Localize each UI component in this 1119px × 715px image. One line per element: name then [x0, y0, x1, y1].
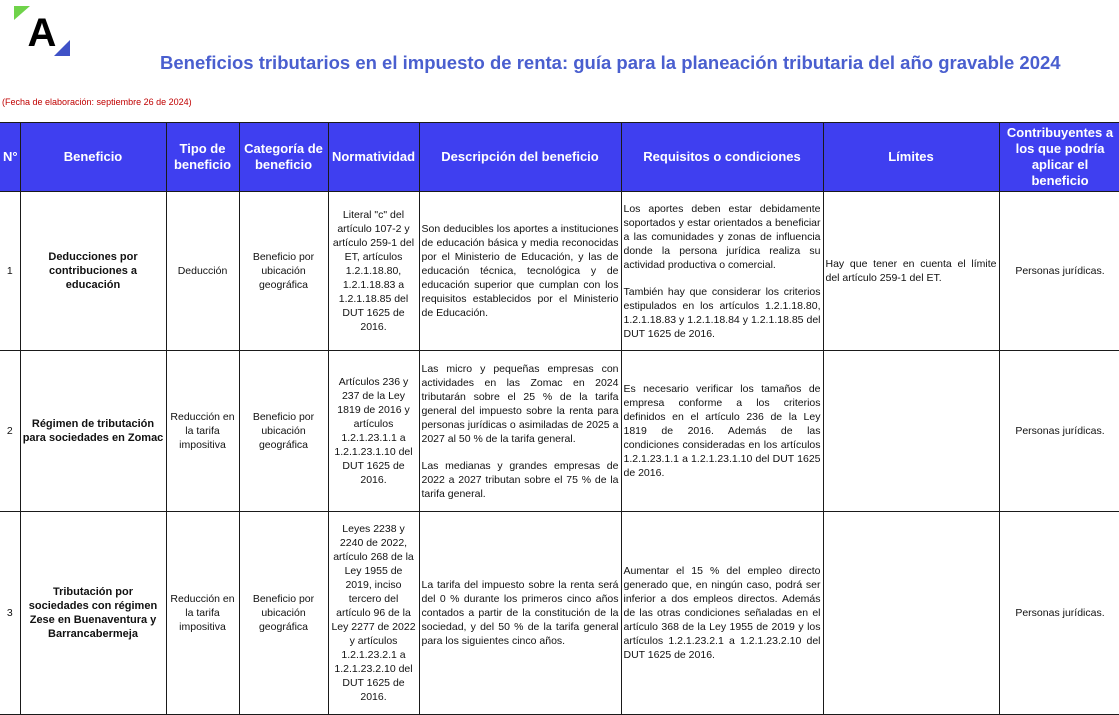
- cell-number: 3: [0, 512, 20, 715]
- column-header-limites: Límites: [823, 123, 999, 192]
- cell-requisitos: [621, 192, 823, 351]
- cell-descripcion: [419, 512, 621, 715]
- page-title: Beneficios tributarios en el impuesto de renta: guía para la planeación tributaria del año gravable 2024: [160, 52, 1061, 73]
- column-header-beneficio: Beneficio: [20, 123, 166, 192]
- column-header-tipo: Tipo de beneficio: [166, 123, 239, 192]
- cell-tipo: Reducción en la tarifa impositiva: [166, 351, 239, 512]
- cell-beneficio: Régimen de tributación para sociedades en Zomac: [20, 351, 166, 512]
- cell-limites: [823, 351, 999, 512]
- column-header-normatividad: Normatividad: [328, 123, 419, 192]
- table-row: [0, 512, 1119, 715]
- cell-tipo: Reducción en la tarifa impositiva: [166, 512, 239, 715]
- cell-categoria: Beneficio por ubicación geográfica: [239, 351, 328, 512]
- table-header-row: [0, 123, 1119, 192]
- company-logo: [14, 6, 74, 60]
- descripcion-paragraph: Las medianas y grandes empresas de 2022 a 2027 tributan sobre el 75 % de la tarifa general.: [421, 459, 619, 500]
- cell-normatividad: Literal "c" del artículo 107-2 y artículo 259-1 del ET, artículos 1.2.1.18.80, 1.2.1.18.83 a 1.2.1.18.85 del DUT 1625 de 2016.: [328, 192, 419, 351]
- elaboration-date: (Fecha de elaboración: septiembre 26 de 2024): [2, 97, 192, 107]
- cell-contribuyentes: Personas jurídicas.: [999, 351, 1119, 512]
- cell-normatividad: Artículos 236 y 237 de la Ley 1819 de 2016 y artículos 1.2.1.23.1.1 a 1.2.1.23.1.10 del DUT 1625 de 2016.: [328, 351, 419, 512]
- requisitos-paragraph: Es necesario verificar los tamaños de empresa conforme a los criterios definidos en el artículo 236 de la Ley 1819 de 2016. Además de las condiciones consideradas en los artículos 1.2.1.23.1.1 a 1.2.1.23.1.10 del DUT 1625 de 2016.: [623, 383, 821, 479]
- logo-icon: [14, 6, 74, 60]
- cell-beneficio: Tributación por sociedades con régimen Zese en Buenaventura y Barrancabermeja: [20, 512, 166, 715]
- cell-number: 1: [0, 192, 20, 351]
- cell-normatividad: Leyes 2238 y 2240 de 2022, artículo 268 de la Ley 1955 de 2019, inciso tercero del artículo 96 de la Ley 2277 de 2022 y artículos 1.2.1.23.2.1 a 1.2.1.23.2.10 del DUT 1625 de 2016.: [328, 512, 419, 715]
- cell-number: 2: [0, 351, 20, 512]
- column-header-requisitos: Requisitos o condiciones: [621, 123, 823, 192]
- requisitos-paragraph: Aumentar el 15 % del empleo directo generado que, en ningún caso, podrá ser inferior a dos empleos directos. Además de las otras condiciones señaladas en el artículo 368 de la Ley 1955 de 2019 y los artículos 1.2.1.23.2.1 a 1.2.1.23.2.10 del DUT 1625 de 2016.: [623, 565, 821, 661]
- column-header-descripcion: Descripción del beneficio: [419, 123, 621, 192]
- cell-requisitos: [621, 351, 823, 512]
- logo-letter: A: [27, 11, 57, 55]
- cell-descripcion: [419, 192, 621, 351]
- cell-descripcion: [419, 351, 621, 512]
- benefits-table: [0, 122, 1119, 715]
- descripcion-paragraph: Las micro y pequeñas empresas con actividades en las Zomac en 2024 tributarán sobre el 25 % de la tarifa general del impuesto sobre la renta para personas jurídicas o asimiladas de 2025 a 2027 al 50 % de la tarifa general.: [421, 362, 619, 445]
- table-row: [0, 192, 1119, 351]
- cell-limites: [823, 512, 999, 715]
- table-row: [0, 351, 1119, 512]
- cell-limites: Hay que tener en cuenta el límite del artículo 259-1 del ET.: [823, 192, 999, 351]
- descripcion-paragraph: Son deducibles los aportes a instituciones de educación básica y media reconocidas por el Ministerio de Educación, y las de educación técnica, tecnológica y de educación superior que cumplan con los requisitos establecidos por el Ministerio de Educación.: [421, 223, 619, 319]
- cell-contribuyentes: Personas jurídicas.: [999, 192, 1119, 351]
- cell-beneficio: Deducciones por contribuciones a educación: [20, 192, 166, 351]
- column-header-number: N°: [0, 123, 20, 192]
- requisitos-paragraph: También hay que considerar los criterios estipulados en los artículos 1.2.1.18.80, 1.2.1.18.83 y 1.2.1.18.84 y 1.2.1.18.85 del DUT 1625 de 2016.: [623, 285, 821, 340]
- cell-categoria: Beneficio por ubicación geográfica: [239, 192, 328, 351]
- requisitos-paragraph: Los aportes deben estar debidamente soportados y estar orientados a beneficiar a las comunidades y zonas de influencia donde la persona jurídica realiza su actividad productiva o comercial.: [623, 202, 821, 271]
- column-header-contribuyentes: Contribuyentes a los que podría aplicar el beneficio: [999, 123, 1119, 192]
- cell-requisitos: [621, 512, 823, 715]
- descripcion-paragraph: La tarifa del impuesto sobre la renta será del 0 % durante los primeros cinco años contados a partir de la constitución de la sociedad, y del 50 % de la tarifa general para los siguientes cinco años.: [421, 579, 619, 647]
- cell-tipo: Deducción: [166, 192, 239, 351]
- column-header-categoria: Categoría de beneficio: [239, 123, 328, 192]
- cell-categoria: Beneficio por ubicación geográfica: [239, 512, 328, 715]
- cell-contribuyentes: Personas jurídicas.: [999, 512, 1119, 715]
